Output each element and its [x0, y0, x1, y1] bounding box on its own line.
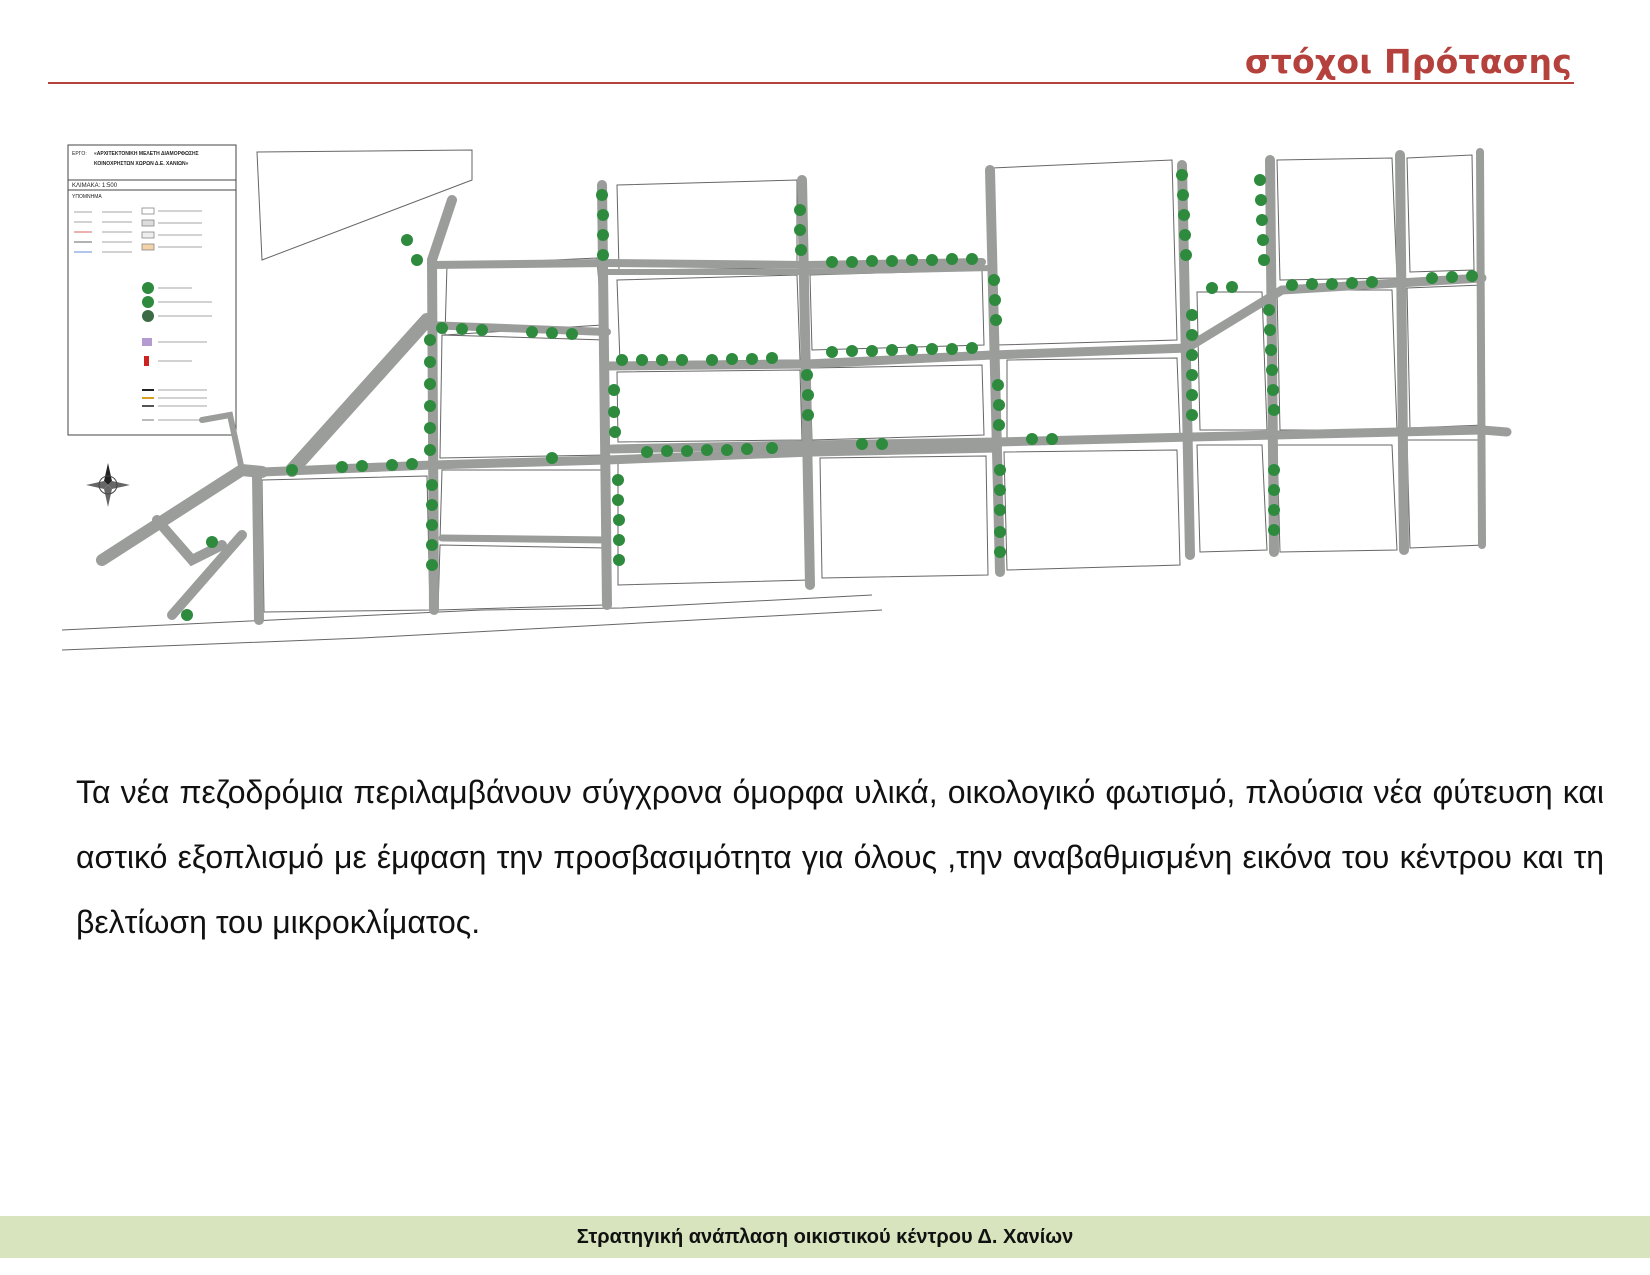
- legend-scale: ΚΛΙΜΑΚΑ: 1:500: [72, 183, 118, 189]
- footer-bar: [0, 1216, 1650, 1258]
- footer-text: Στρατηγική ανάπλαση οικιστικού κέντρου Δ. Χανίων: [576, 1225, 1074, 1248]
- page-title: στόχοι Πρότασης: [1244, 42, 1572, 81]
- site-plan-drawing: [62, 140, 1592, 695]
- legend-heading: ΥΠΟΜΝΗΜΑ: [72, 194, 102, 200]
- plan-legend: [68, 145, 236, 435]
- description-paragraph: Τα νέα πεζοδρόμια περιλαμβάνουν σύγχρονα όμορφα υλικά, οικολογικό φωτισμό, πλούσια νέα φύτευση και αστικό εξοπλισμό με έμφαση την προσβασιμότητα για όλους ,την αναβαθμισμένη εικόνα του κέντρου και τη βελτίωση του μικροκλίματος.: [76, 774, 1604, 940]
- street-network: [102, 152, 1507, 620]
- legend-label: ΕΡΓΟ:: [72, 151, 87, 157]
- header-divider: [48, 82, 1574, 84]
- north-arrow-icon: [86, 463, 130, 507]
- legend-title-line2: ΚΟΙΝΟΧΡΗΣΤΩΝ ΧΩΡΩΝ Δ.Ε. ΧΑΝΙΩΝ»: [94, 161, 189, 167]
- tree-icon: [181, 169, 1478, 621]
- legend-title-line1: «ΑΡΧΙΤΕΚΤΟΝΙΚΗ ΜΕΛΕΤΗ ΔΙΑΜΟΡΦΩΣΗΣ: [94, 151, 199, 157]
